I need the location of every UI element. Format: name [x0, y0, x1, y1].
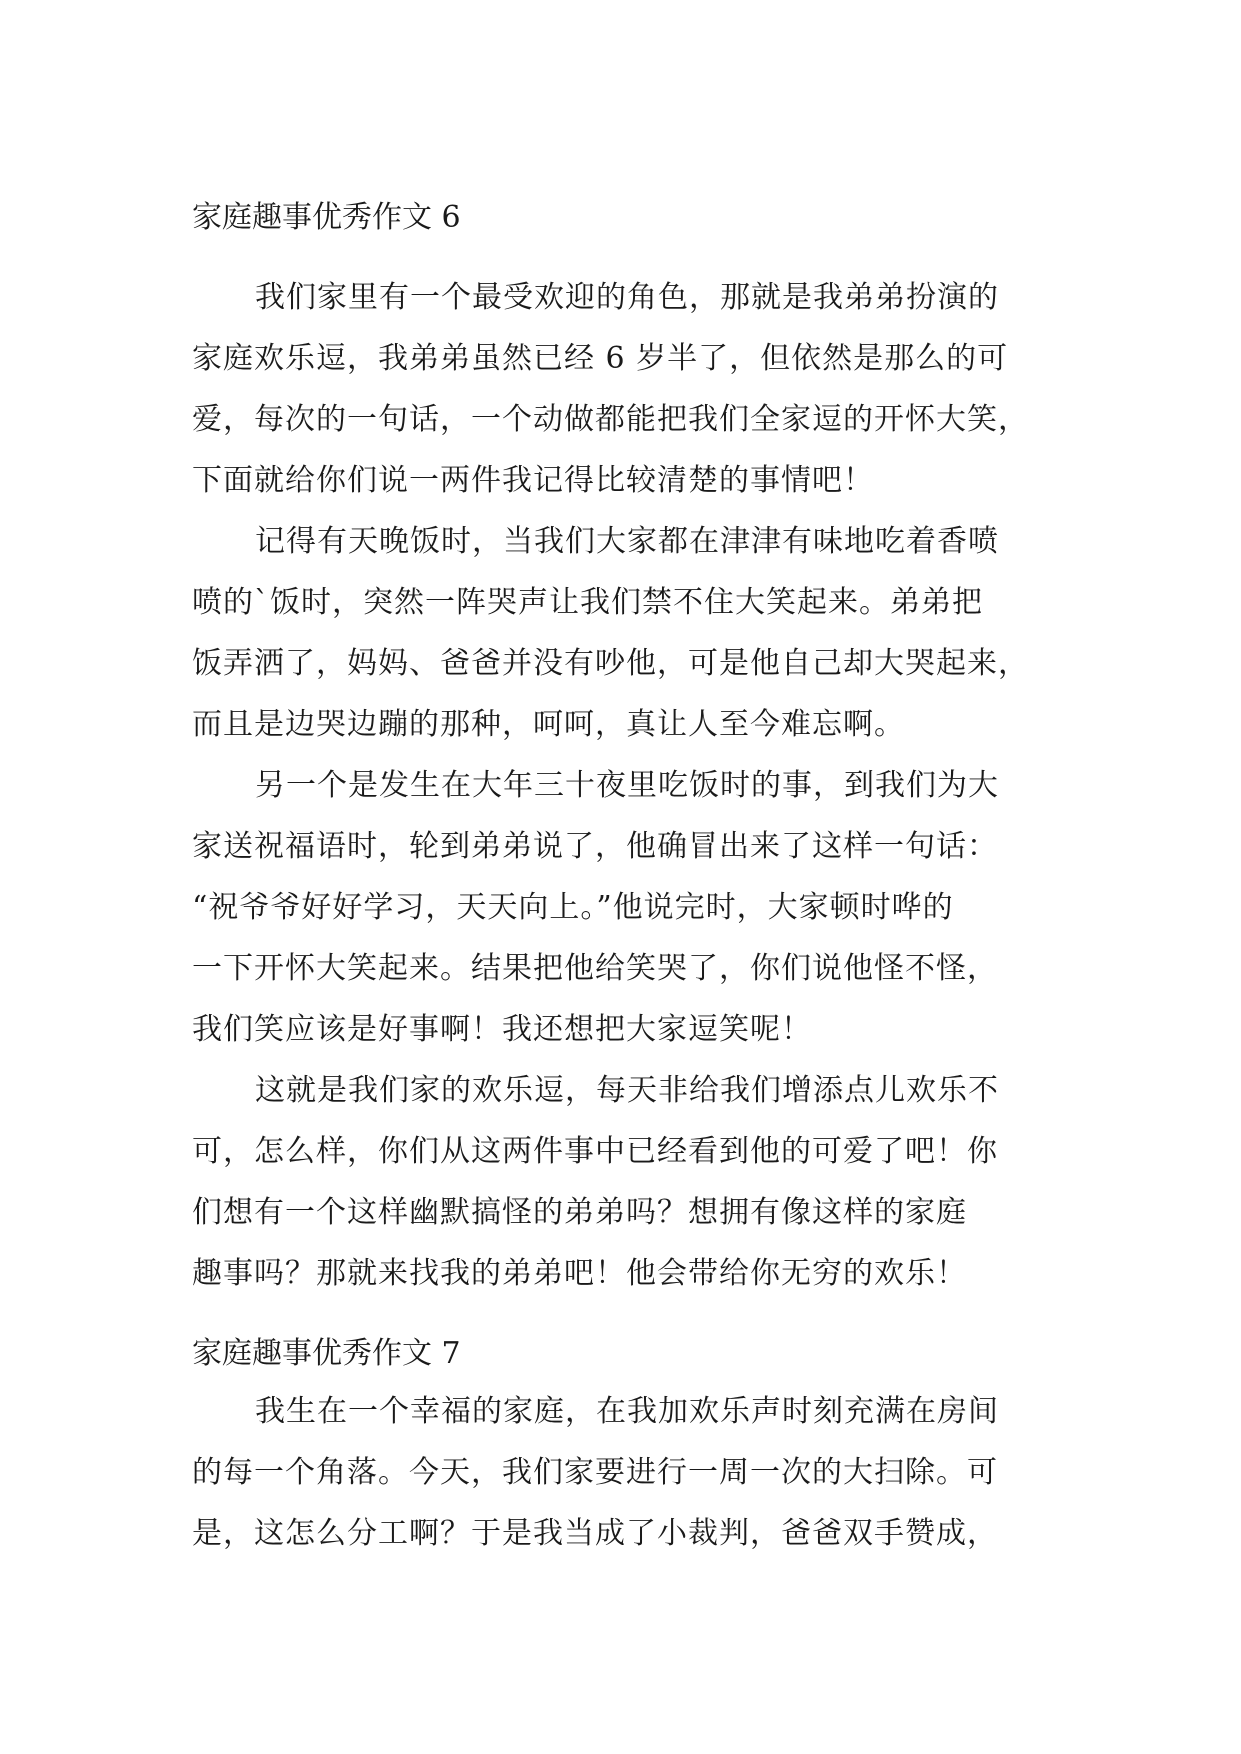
paragraph-line: 趣事吗？那就来找我的弟弟吧！他会带给你无穷的欢乐！ [192, 1256, 967, 1291]
paragraph-line: 下面就给你们说一两件我记得比较清楚的事情吧！ [192, 463, 874, 498]
paragraph-line: “祝爷爷好好学习，天天向上。”他说完时，大家顿时哗的 [192, 890, 954, 925]
paragraph-line: 我生在一个幸福的家庭，在我加欢乐声时刻充满在房间 [255, 1394, 999, 1429]
paragraph-line: 饭弄洒了，妈妈、爸爸并没有吵他，可是他自己却大哭起来， [192, 646, 1029, 681]
paragraph-line: 可，怎么样，你们从这两件事中已经看到他的可爱了吧！你 [192, 1134, 998, 1169]
section-title-7: 家庭趣事优秀作文 7 [192, 1336, 461, 1371]
paragraph-line: 们想有一个这样幽默搞怪的弟弟吗？想拥有像这样的家庭 [192, 1195, 967, 1230]
section-title-6: 家庭趣事优秀作文 6 [192, 200, 461, 235]
paragraph-line: 一下开怀大笑起来。结果把他给笑哭了，你们说他怪不怪， [192, 951, 998, 986]
paragraph-line: 而且是边哭边蹦的那种，呵呵，真让人至今难忘啊。 [192, 707, 905, 742]
paragraph-line: 家庭欢乐逗，我弟弟虽然已经 6 岁半了，但依然是那么的可 [192, 341, 1009, 376]
paragraph-line: 喷的`饭时，突然一阵哭声让我们禁不住大笑起来。弟弟把 [192, 585, 983, 620]
paragraph-line: 爱，每次的一句话，一个动做都能把我们全家逗的开怀大笑， [192, 402, 1029, 437]
paragraph-line: 的每一个角落。今天，我们家要进行一周一次的大扫除。可 [192, 1455, 998, 1490]
paragraph-line: 记得有天晚饭时，当我们大家都在津津有味地吃着香喷 [255, 524, 999, 559]
paragraph-line: 另一个是发生在大年三十夜里吃饭时的事，到我们为大 [255, 768, 999, 803]
paragraph-line: 我们笑应该是好事啊！我还想把大家逗笑呢！ [192, 1012, 812, 1047]
paragraph-line: 这就是我们家的欢乐逗，每天非给我们增添点儿欢乐不 [255, 1073, 999, 1108]
paragraph-line: 我们家里有一个最受欢迎的角色，那就是我弟弟扮演的 [255, 280, 999, 315]
paragraph-line: 家送祝福语时，轮到弟弟说了，他确冒出来了这样一句话： [192, 829, 998, 864]
paragraph-line: 是，这怎么分工啊？于是我当成了小裁判，爸爸双手赞成， [192, 1516, 998, 1551]
